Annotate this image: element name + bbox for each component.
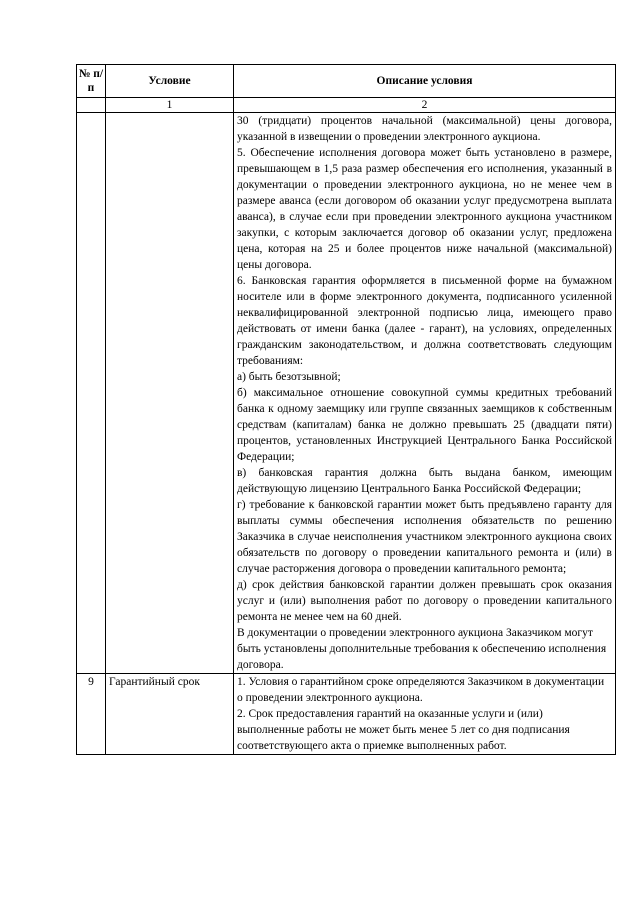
column-number-2: 2	[234, 98, 616, 113]
description-paragraph: 6. Банковская гарантия оформляется в письменной форме на бумажном носителе или в форме электронного документа, подписанного усиленной неквалифицированной электронной подписью лица, имеющего право действовать от имени банка (далее - гарант), на условиях, определенных гражданским законодательством, и должна соответствовать следующим требованиям:	[237, 275, 612, 367]
description-paragraph: в) банковская гарантия должна быть выдана банком, имеющим действующую лицензию Центрального Банка Российской Федерации;	[237, 467, 612, 495]
description-paragraph: 1. Условия о гарантийном сроке определяются Заказчиком в документации о проведении электронного аукциона.	[237, 676, 605, 704]
column-number-blank	[77, 98, 106, 113]
description-paragraph: д) срок действия банковской гарантии должен превышать срок оказания услуг и (или) выполнения работ по договору о проведении капитального ремонта не менее чем на 60 дней.	[237, 579, 612, 623]
row-description	[234, 674, 616, 755]
row-condition: Гарантийный срок	[106, 674, 234, 755]
column-number-1: 1	[106, 98, 234, 113]
column-number-row	[77, 98, 616, 113]
header-number: № п/п	[77, 65, 106, 98]
table-row	[77, 674, 616, 755]
header-condition: Условие	[106, 65, 234, 98]
description-paragraph: г) требование к банковской гарантии может быть предъявлено гаранту для выплаты суммы обеспечения исполнения обязательств по решению Заказчика в случае неисполнения участником электронного аукциона своих обязательств по договору о проведении капитального ремонта и (или) в случае расторжения договора о проведении капитального ремонта;	[237, 499, 612, 575]
row-description	[234, 113, 616, 674]
description-paragraph: 5. Обеспечение исполнения договора может быть установлено в размере, превышающем в 1,5 раза размер обеспечения его исполнения, указанный в документации о проведении электронного аукциона, но не менее чем в размере аванса (если договором об оказании услуг предусмотрена выплата аванса), в случае если при проведении электронного аукциона участником закупки, с которым заключается договор об оказании услуг, предложена цена, которая на 25 и более процентов ниже начальной (максимальной) цены договора.	[237, 147, 612, 271]
row-number	[77, 113, 106, 674]
row-condition	[106, 113, 234, 674]
description-paragraph: 2. Срок предоставления гарантий на оказанные услуги и (или) выполненные работы не может быть менее 5 лет со дня подписания соответствующего акта о приемке выполненных работ.	[237, 708, 570, 752]
description-paragraph: 30 (тридцати) процентов начальной (максимальной) цены договора, указанной в извещении о проведении электронного аукциона.	[237, 115, 612, 143]
description-paragraph: б) максимальное отношение совокупной суммы кредитных требований банка к одному заемщику или группе связанных заемщиков к собственным средствам (капиталам) банка не должно превышать 25 (двадцати пяти) процентов, установленных Инструкцией Центрального Банка Российской Федерации;	[237, 387, 612, 463]
table-row	[77, 113, 616, 674]
header-row	[77, 65, 616, 98]
header-description: Описание условия	[234, 65, 616, 98]
conditions-table	[76, 64, 616, 755]
description-paragraph: В документации о проведении электронного аукциона Заказчиком могут быть установлены дополнительные требования к обеспечению исполнения договора.	[237, 627, 607, 671]
description-paragraph: а) быть безотзывной;	[237, 371, 341, 383]
row-number: 9	[77, 674, 106, 755]
